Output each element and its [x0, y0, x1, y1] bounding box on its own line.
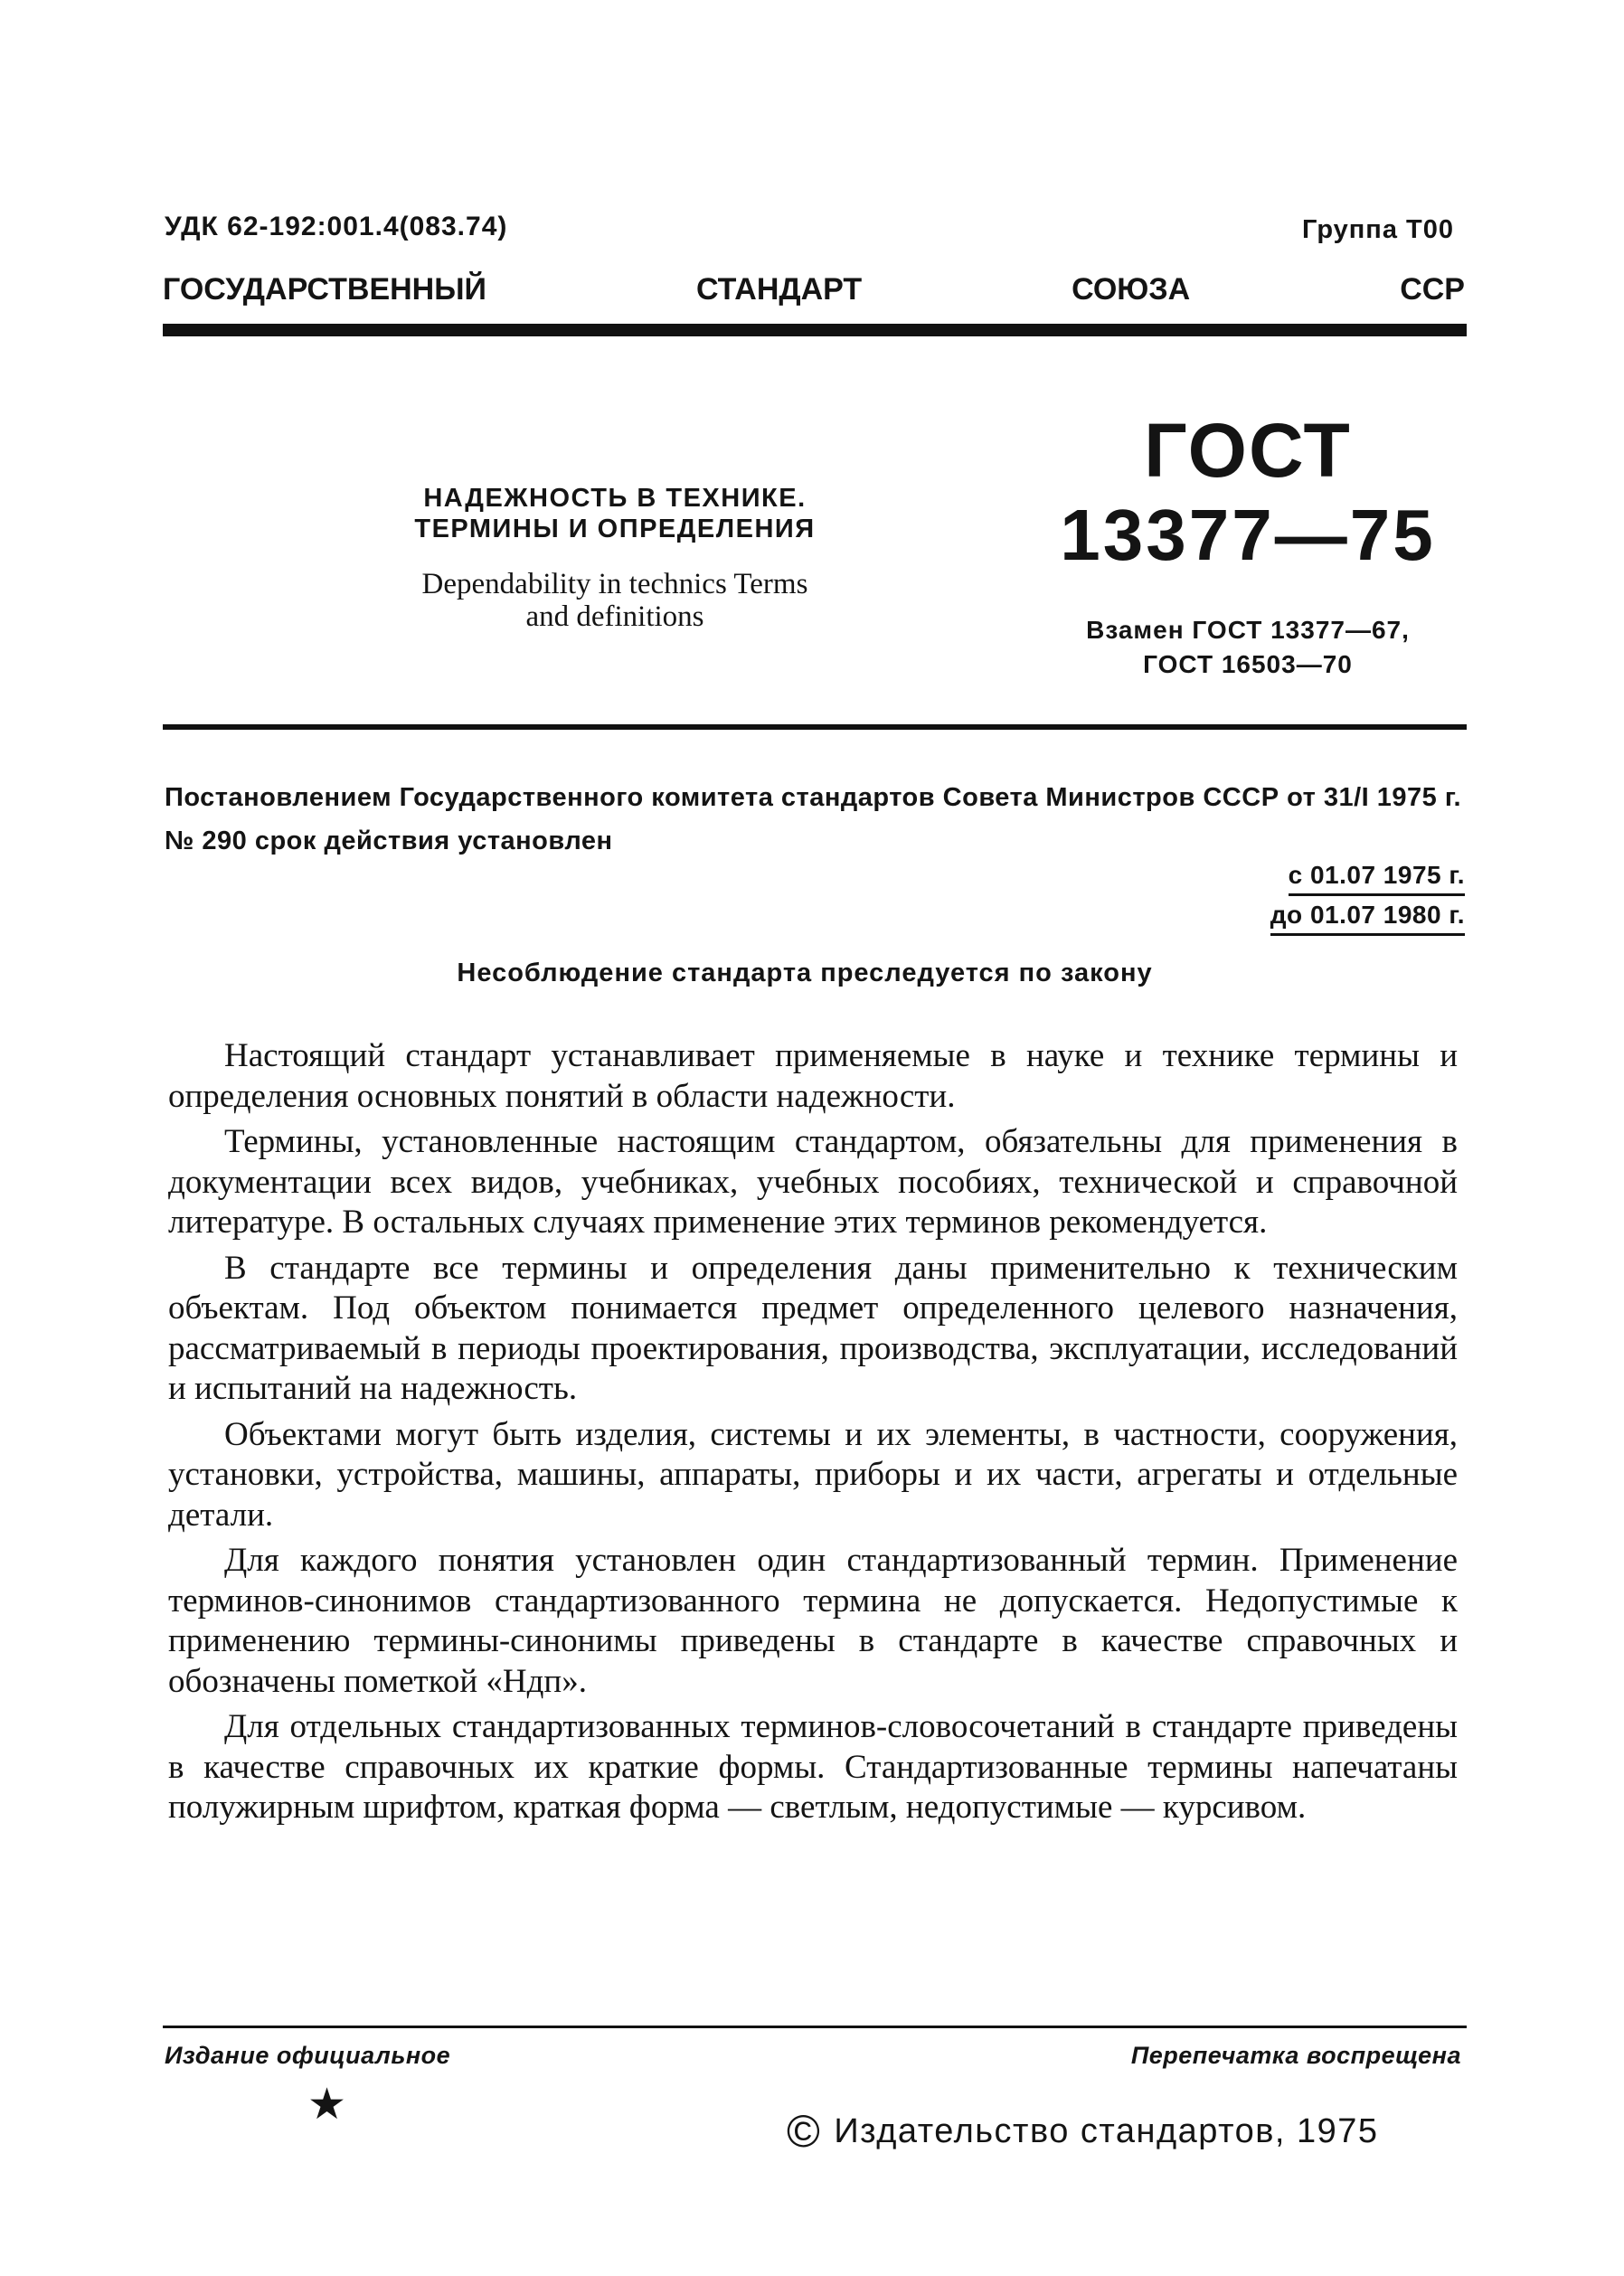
title-ru-line-2: ТЕРМИНЫ И ОПРЕДЕЛЕНИЯ [414, 515, 816, 543]
reprint-prohibited-label: Перепечатка воспрещена [1130, 2042, 1461, 2069]
group-code: Группа Т00 [1302, 215, 1454, 244]
title-ru-line-1: НАДЕЖНОСТЬ В ТЕХНИКЕ. [423, 484, 807, 513]
title-en-line-1: Dependability in technics Terms [421, 568, 808, 600]
banner-word-3: СОЮЗА [1072, 272, 1191, 307]
paragraph: Для каждого понятия установлен один стандартизованный термин. Применение терминов-синонимов стандартизованного термина не допускается. Недопустимые к применению термины-синонимы приведены в стандарте в качестве справочных и обозначены пометкой «Ндп». [168, 1542, 1458, 1700]
banner-word-4: ССР [1400, 272, 1465, 307]
legal-notice: Несоблюдение стандарта преследуется по закону [457, 959, 1153, 987]
standard-title [326, 483, 904, 633]
paragraph: В стандарте все термины и определения даны применительно к техническим объектам. Под объектом понимается предмет определенного целевого назначения, рассматриваемый в периоды проектирования, производства, эксплуатации, исследований и испытаний на надежность. [168, 1249, 1458, 1407]
replaces-line-1: Взамен ГОСТ 13377—67, [1086, 616, 1410, 644]
paragraph: Настоящий стандарт устанавливает применяемые в науке и технике термины и определения основных понятий в области надежности. [168, 1037, 1458, 1115]
banner-word-2: СТАНДАРТ [695, 272, 863, 307]
decree-text: Постановлением Государственного комитета стандартов Совета Министров СССР от 31/I 1975 г. № 290 срок действия установлен [165, 783, 1462, 855]
body-text [168, 1036, 1458, 1834]
paragraph: Термины, установленные настоящим стандартом, обязательны для применения в документации всех видов, учебниках, учебных пособиях, технической и справочной литературе. В остальных случаях применение этих терминов рекомендуется. [168, 1123, 1458, 1241]
header-rule [163, 324, 1467, 336]
gost-label: ГОСТ [1144, 408, 1352, 493]
publisher-name: Издательство стандартов, 1975 [834, 2111, 1379, 2150]
valid-from-date: с 01.07 1975 г. [1289, 861, 1465, 896]
state-standard-banner [163, 272, 1465, 307]
banner-word-1: ГОСУДАРСТВЕННЫЙ [163, 272, 486, 307]
gost-designation [1040, 407, 1456, 682]
paragraph: Для отдельных стандартизованных терминов-словосочетаний в стандарте приведены в качестве справочных их краткие формы. Стандартизованные термины напечатаны полужирным шрифтом, краткая форма — светлым, недопустимые — курсивом. [168, 1708, 1458, 1826]
paragraph: Объектами могут быть изделия, системы и их элементы, в частности, сооружения, установки, устройства, машины, аппараты, приборы и их части, агрегаты и отдельные детали. [168, 1415, 1458, 1534]
section-rule [163, 724, 1467, 730]
valid-to-date: до 01.07 1980 г. [1270, 901, 1465, 936]
official-edition-label: Издание официальное [165, 2042, 451, 2069]
star-icon: ★ [307, 2081, 347, 2129]
publisher-line [787, 2106, 1379, 2157]
footer-rule [163, 2026, 1467, 2028]
title-en-line-2: and definitions [525, 600, 704, 633]
gost-number: 13377—75 [1060, 495, 1436, 575]
udc-code: УДК 62-192:001.4(083.74) [165, 212, 508, 241]
copyright-icon: © [787, 2106, 822, 2157]
replaces-line-2: ГОСТ 16503—70 [1143, 650, 1353, 678]
